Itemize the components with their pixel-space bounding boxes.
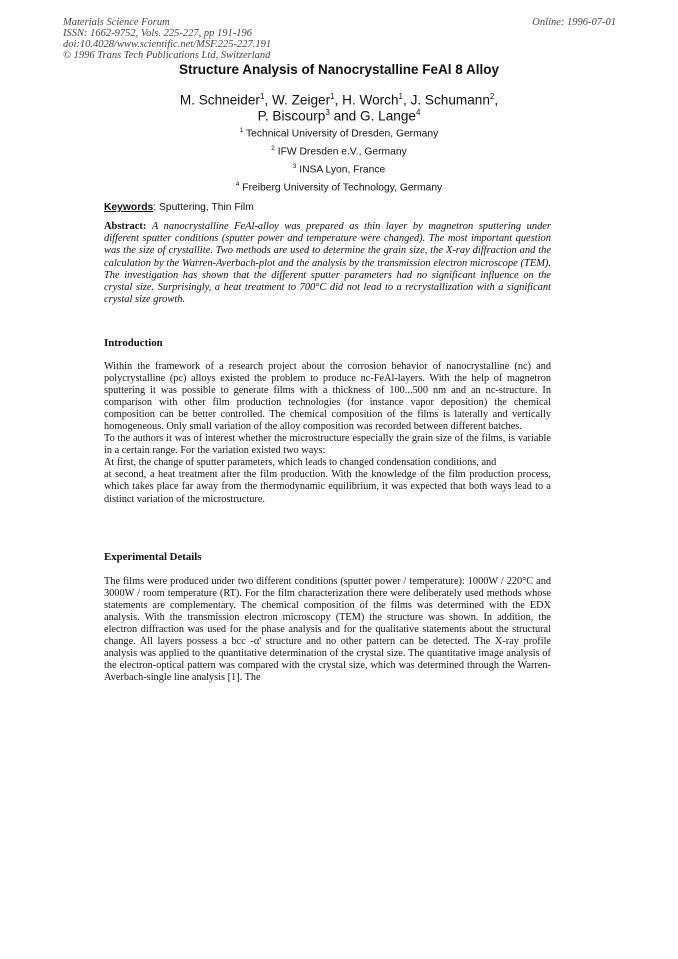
journal-name: Materials Science Forum	[63, 17, 170, 28]
keywords-text: Sputtering, Thin Film	[158, 202, 254, 213]
author-name: J. Schumann	[410, 92, 490, 108]
affiliation	[0, 143, 678, 158]
author-separator: ,	[264, 92, 272, 108]
author-separator: ,	[403, 92, 411, 108]
author-separator: ,	[494, 92, 499, 108]
affiliation	[0, 179, 678, 194]
author-line-2	[0, 104, 678, 125]
experimental-body	[104, 576, 551, 684]
author-name: H. Worch	[342, 92, 399, 108]
author-name: M. Schneider	[179, 92, 260, 108]
affiliation-number: 3	[292, 163, 297, 170]
affiliation-text: Technical University of Dresden, Germany	[246, 128, 439, 140]
affiliation-text: Freiberg University of Technology, Germany	[242, 182, 443, 194]
introduction-body	[104, 361, 551, 506]
keywords-line	[104, 202, 254, 214]
section-heading-experimental: Experimental Details	[104, 551, 202, 563]
keywords-colon: :	[153, 202, 157, 213]
paper-title: Structure Analysis of Nanocrystalline FeAl 8 Alloy	[178, 62, 500, 77]
affiliation-text: IFW Dresden e.V., Germany	[277, 146, 407, 158]
paragraph: The films were produced under two different conditions (sputter power / temperature): 1000W / 220°C and 3000W / room temperature (RT). For the film characterization there were deliberately used methods whose statements are complementary. The chemical composition of the films was determined with the EDX analysis. With the transmission electron microscopy (TEM) the structure was shown. In addition, the electron diffraction was used for the phase analysis and for the qualitative statements about the structural change. All layers possess a bcc -α' structure and no other pattern can be detected. The X-ray profile analysis was applied to the quantitative determination of the crystal size. The quantitative image analysis of the electron-optical pattern was compared with the crystal size, which was determined through the Warren-Averbach-single line analysis [1]. The	[104, 576, 551, 684]
author-affiliation-mark: 1	[398, 92, 403, 101]
author-affiliation-mark: 1	[259, 92, 265, 101]
copyright-line: © 1996 Trans Tech Publications Ltd, Switzerland	[63, 50, 271, 61]
author-name: P. Biscourp	[257, 108, 326, 124]
affiliation-number: 2	[271, 145, 275, 152]
author-affiliation-mark: 2	[489, 92, 495, 101]
doi-link[interactable]: doi:10.4028/www.scientific.net/MSF.225-227.191	[63, 39, 272, 50]
affiliation	[0, 161, 678, 176]
paragraph: Within the framework of a research project about the corrosion behavior of nanocrystalline (nc) and polycrystalline (pc) alloys existed the problem to produce nc-FeAl-layers. With the help of magnetron sputtering it was possible to generate films with a thickness of 100...500 nm and an nc-structure. In comparison with other film production technologies (for instance vapor deposition) the chemical composition can be better controlled. The chemical composition of the films is laterally and vertically homogeneous. Only small variation of the alloy composition was recorded between different batches.	[104, 361, 551, 433]
author-affiliation-mark: 4	[415, 108, 421, 117]
author-affiliation-mark: 3	[325, 108, 330, 117]
paragraph: To the authors it was of interest whether the microstructure especially the grain size of the films, is variable in a certain range. For the variation existed two ways:	[104, 433, 551, 457]
author-name: G. Lange	[360, 108, 416, 124]
paragraph: at second, a heat treatment after the film production. With the knowledge of the film production process, which takes place far away from the thermodynamic equilibrium, it was expected that both ways lead to a distinct variation of the microstructure.	[104, 469, 551, 505]
abstract	[104, 221, 551, 306]
publication-header	[63, 17, 271, 61]
keywords-label: Keywords	[104, 202, 154, 213]
author-affiliation-mark: 1	[330, 92, 335, 101]
section-heading-introduction: Introduction	[104, 337, 163, 349]
abstract-text: A nanocrystalline FeAl-alloy was prepared as thin layer by magnetron sputtering under different sputter conditions (sputter power and temperature were changed). The most important question was the size of crystallite. Two methods are used to determine the grain size, the X-ray diffraction and the calculation by the Warren-Averbach-plot and the analysis by the transmission electron microscope (TEM). The investigation has shown that the different sputter parameters had no significant influence on the crystal size. Surprisingly, a heat treatment to 700°C did not lead to a recrystallization with a significant crystal size growth.	[104, 221, 551, 306]
affiliation	[0, 125, 678, 140]
author-name: W. Zeiger	[271, 92, 331, 108]
paragraph: At first, the change of sputter parameters, which leads to changed condensation conditions, and	[104, 457, 497, 469]
abstract-label: Abstract:	[104, 221, 147, 232]
online-date: Online: 1996-07-01	[532, 17, 616, 28]
author-separator: ,	[334, 92, 343, 108]
affiliation-text: INSA Lyon, France	[299, 164, 386, 176]
affiliation-number: 4	[235, 181, 240, 188]
author-and: and	[333, 108, 357, 124]
issn-line: ISSN: 1662-9752, Vols. 225-227, pp 191-196	[63, 28, 252, 39]
affiliation-number: 1	[239, 127, 244, 134]
